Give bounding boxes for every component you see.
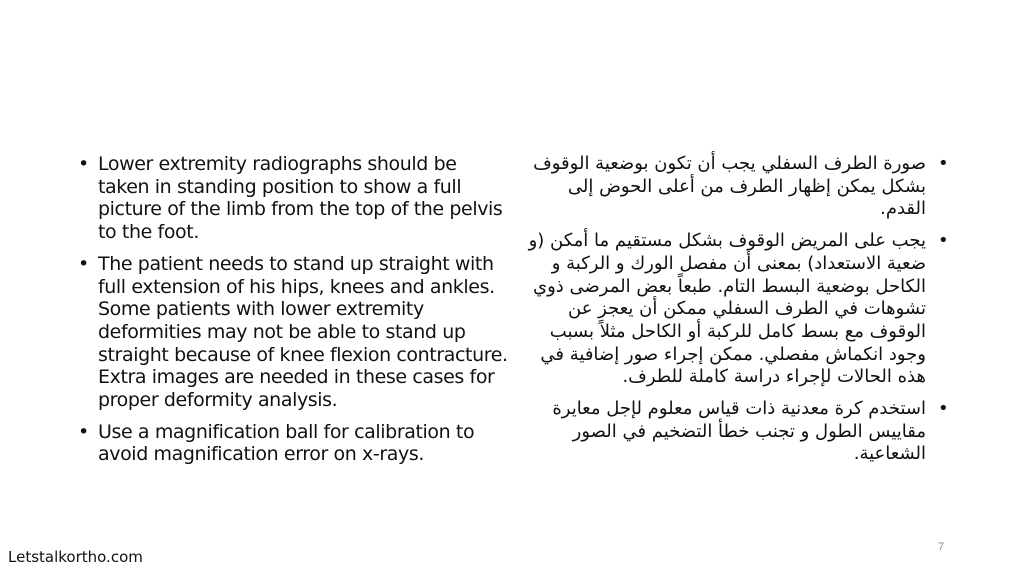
- english-bullet-item: [78, 153, 510, 244]
- english-bullet-text: Lower extremity radiographs should be taken in standing position to show a full picture of the limb from the top of the pelvis to the foot.: [98, 153, 503, 244]
- slide-page-number: 7: [938, 541, 945, 553]
- english-bullet-item: [78, 253, 510, 412]
- bullet-marker: •: [937, 398, 948, 420]
- arabic-bullet-text: يجب على المريض الوقوف بشكل مستقيم ما أمكن (و ضعية الاستعداد) بمعنى أن مفصل الورك و الركبة و الكاحل بوضعية البسط التام. طبعاً بعض المرضى ذوي تشوهات في الطرف السفلي ممكن أن يعجز عن الوقوف مع بسط كامل للركبة أو الكاحل مثلاً بسبب وجود انكماش مفصلي. ممكن إجراء صور إضافية في هذه الحالات لإجراء دراسة كاملة للطرف.: [528, 230, 926, 388]
- arabic-bullet-list: [520, 153, 950, 475]
- english-bullet-item: [78, 421, 510, 466]
- bullet-marker: •: [78, 153, 89, 175]
- arabic-bullet-item: [520, 153, 950, 221]
- arabic-bullet-text: استخدم كرة معدنية ذات قياس معلوم لإجل معايرة مقاييس الطول و تجنب خطأ التضخيم في الصور الشعاعية.: [552, 398, 926, 465]
- bullet-marker: •: [937, 230, 948, 252]
- bullet-marker: •: [937, 153, 948, 174]
- arabic-bullet-text: صورة الطرف السفلي يجب أن تكون بوضعية الوقوف بشكل يمكن إظهار الطرف من أعلى الحوض إلى القدم.: [533, 153, 926, 220]
- arabic-bullet-item: [520, 398, 950, 466]
- bullet-marker: •: [78, 420, 89, 443]
- english-bullet-list: [78, 153, 510, 475]
- footer-site-name: Letstalkortho.com: [8, 548, 143, 566]
- bullet-marker: •: [78, 252, 89, 275]
- english-bullet-text: The patient needs to stand up straight with full extension of his hips, knees and ankles. Some patients with lower extremity deformities may not be able to stand up straight because of knee flexion contracture. Extra images are needed in these cases for proper deformity analysis.: [98, 252, 508, 412]
- arabic-bullet-item: [520, 230, 950, 389]
- english-bullet-text: Use a magnification ball for calibration to avoid magnification error on x-rays.: [98, 420, 475, 466]
